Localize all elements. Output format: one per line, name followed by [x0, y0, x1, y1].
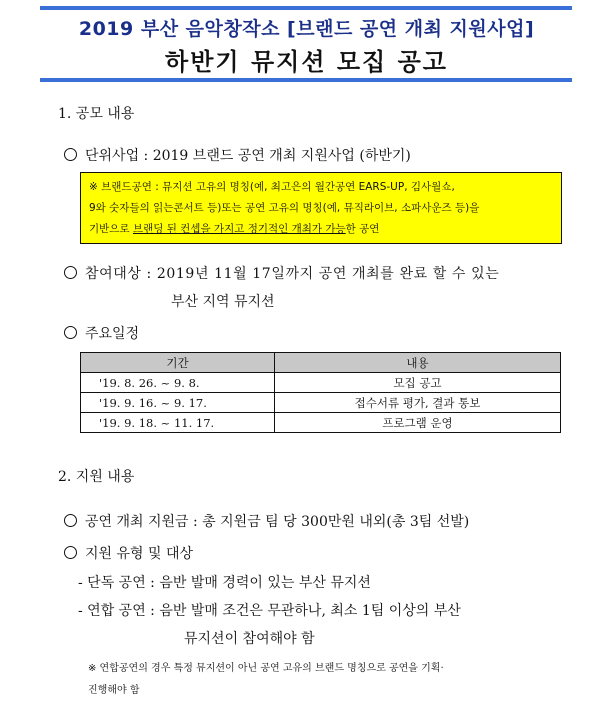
schedule-content: 모집 공고 [275, 373, 561, 393]
schedule-period: '19. 8. 26. ~ 9. 8. [81, 373, 275, 393]
table-row [81, 393, 561, 413]
schedule-header-row [81, 353, 561, 373]
schedule-table [80, 352, 561, 433]
funding-item [64, 511, 469, 531]
business-item [64, 145, 411, 165]
schedule-header-period: 기간 [81, 353, 275, 373]
business-text: 단위사업 : 2019 브랜드 공연 개최 지원사업 (하반기) [85, 148, 411, 164]
table-row [81, 373, 561, 393]
eligibility-text: 참여대상 : 2019년 11월 17일까지 공연 개최를 완료 할 수 있는 [85, 266, 500, 282]
schedule-content: 프로그램 운영 [275, 413, 561, 433]
header-bottom-rule [40, 78, 572, 82]
schedule-period: '19. 9. 16. ~ 9. 17. [81, 393, 275, 413]
joint-note-line2: 진행해야 함 [88, 685, 140, 696]
circle-bullet-icon [64, 266, 77, 279]
notice-line3-prefix: 기반으로 [89, 223, 133, 235]
schedule-item [64, 323, 139, 343]
brand-notice-box [80, 172, 562, 244]
joint-note-line1: ※ 연합공연의 경우 특정 뮤지션이 아닌 공연 고유의 브랜드 명칭으로 공연을 기획· [88, 663, 444, 674]
schedule-label: 주요일정 [85, 326, 140, 342]
schedule-header-content: 내용 [275, 353, 561, 373]
joint-type-line1: - 연합 공연 : 음반 발매 조건은 무관하나, 최소 1팀 이상의 부산 [78, 603, 461, 619]
notice-line3 [89, 219, 555, 240]
circle-bullet-icon [64, 514, 77, 527]
types-item [64, 543, 193, 563]
circle-bullet-icon [64, 326, 77, 339]
section2-heading: 2. 지원 내용 [58, 469, 135, 485]
schedule-content: 접수서류 평가, 결과 통보 [275, 393, 561, 413]
funding-text: 공연 개최 지원금 : 총 지원금 팀 당 300만원 내외(총 3팀 선발) [85, 514, 470, 530]
notice-line1: ※ 브랜드공연 : 뮤지션 고유의 명칭(예, 최고은의 월간공연 EARS-UP, 김사월쇼, [89, 181, 455, 193]
header-top-rule [40, 6, 572, 10]
page-title-line2: 하반기 뮤지션 모집 공고 [165, 48, 448, 76]
types-label: 지원 유형 및 대상 [85, 546, 194, 562]
notice-line3-suffix: 한 공연 [345, 223, 380, 235]
eligibility-line2: 부산 지역 뮤지션 [171, 294, 275, 310]
section1-heading: 1. 공모 내용 [58, 106, 135, 122]
solo-type: - 단독 공연 : 음반 발매 경력이 있는 부산 뮤지션 [78, 575, 371, 591]
schedule-period: '19. 9. 18. ~ 11. 17. [81, 413, 275, 433]
notice-line2: 9와 숫자들의 읽는콘서트 등)또는 공연 고유의 명칭(예, 뮤직라이브, 소파사운즈 등)을 [89, 202, 480, 214]
table-row [81, 413, 561, 433]
eligibility-item [64, 263, 499, 283]
page-title-line1: 2019 부산 음악창작소 [브랜드 공연 개최 지원사업] [78, 18, 535, 40]
circle-bullet-icon [64, 546, 77, 559]
joint-type-line2: 뮤지션이 참여해야 함 [184, 631, 315, 647]
circle-bullet-icon [64, 148, 77, 161]
notice-line3-underlined: 브랜딩 된 컨셉을 가지고 정기적인 개최가 가능 [132, 223, 346, 235]
